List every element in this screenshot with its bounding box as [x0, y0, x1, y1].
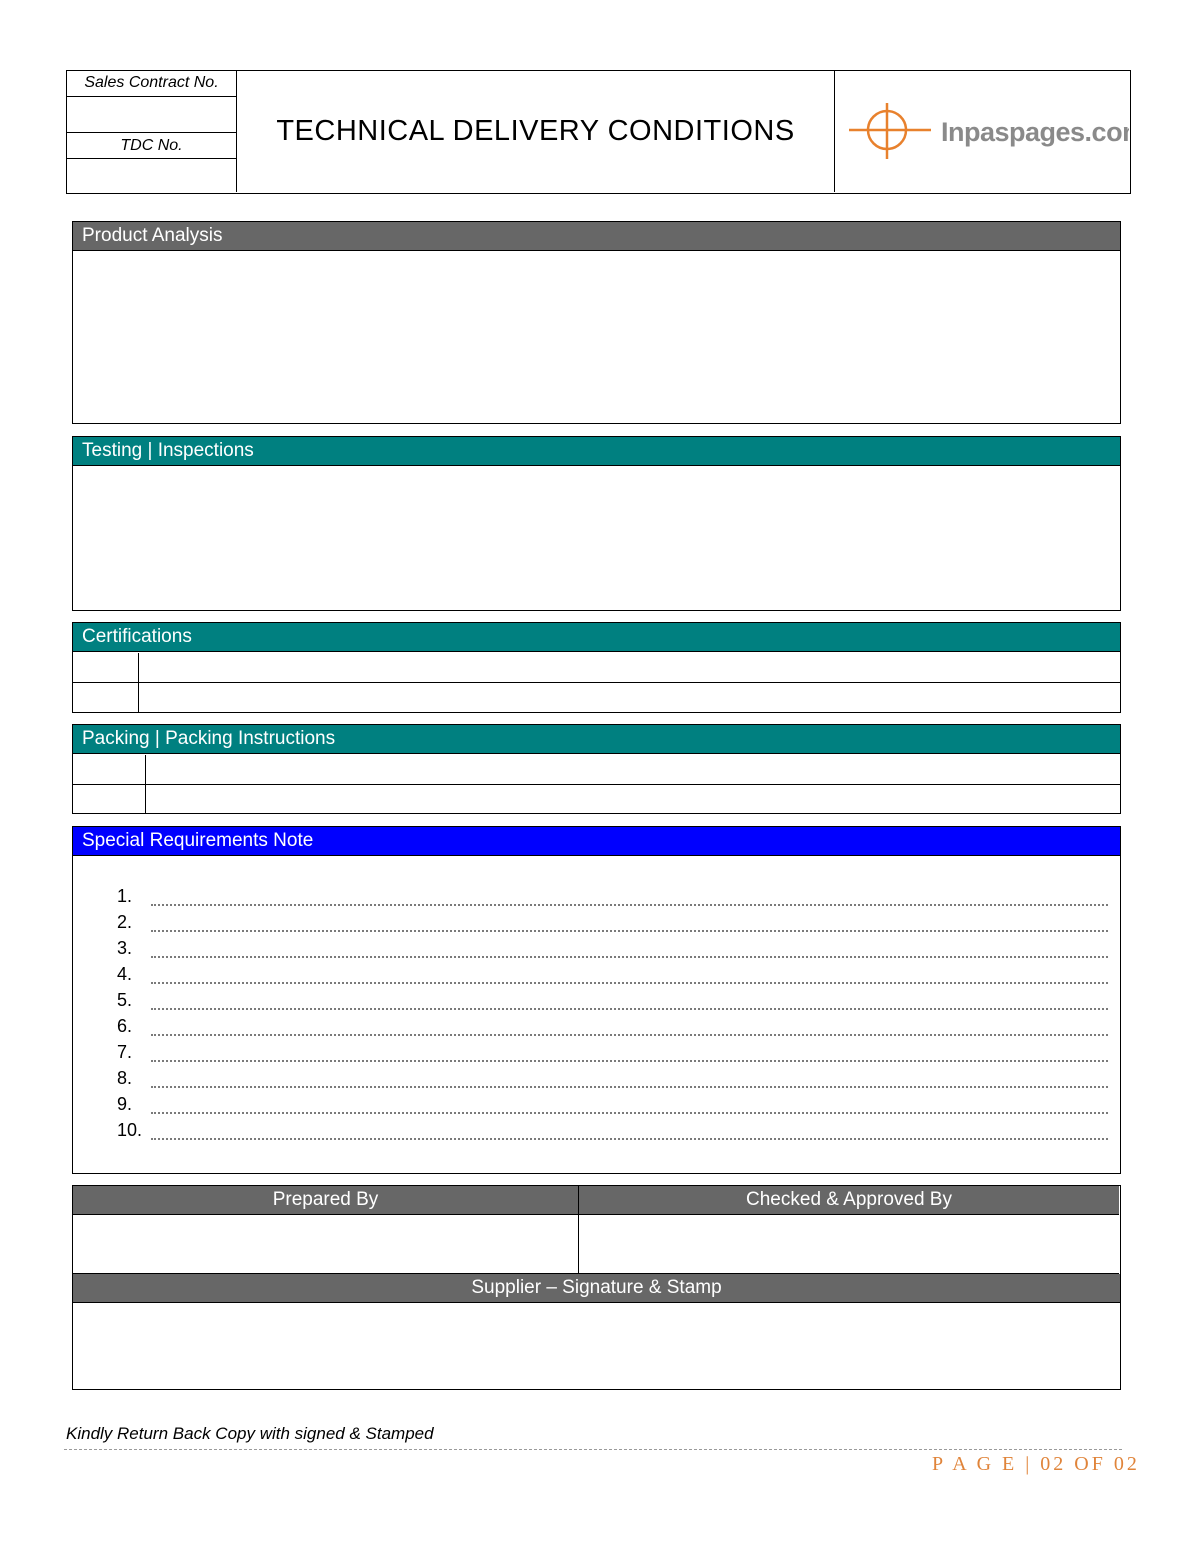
packing-section — [72, 724, 1121, 814]
supplier-signature-header: Supplier – Signature & Stamp — [73, 1274, 1120, 1303]
list-item-number: 7. — [117, 1042, 133, 1062]
tdc-field[interactable] — [67, 159, 236, 192]
list-item-number: 8. — [117, 1068, 133, 1088]
document-title: TECHNICAL DELIVERY CONDITIONS — [237, 71, 835, 192]
testing-section — [72, 436, 1121, 611]
list-item-fill-line[interactable] — [151, 1112, 1108, 1114]
certifications-header: Certifications — [73, 623, 1120, 652]
crosshair-logo-icon — [835, 71, 1129, 192]
certification-row[interactable] — [73, 683, 1120, 712]
list-item-fill-line[interactable] — [151, 1060, 1108, 1062]
list-item-fill-line[interactable] — [151, 904, 1108, 906]
prepared-by-header: Prepared By — [73, 1186, 579, 1215]
testing-header: Testing | Inspections — [73, 437, 1120, 466]
row-divider — [138, 683, 139, 712]
row-divider — [145, 755, 146, 784]
list-item-fill-line[interactable] — [151, 982, 1108, 984]
list-item-number: 3. — [117, 938, 133, 958]
list-item-fill-line[interactable] — [151, 1034, 1108, 1036]
row-divider — [138, 653, 139, 682]
footer-divider — [64, 1449, 1122, 1450]
sales-contract-field[interactable] — [67, 97, 236, 133]
packing-header: Packing | Packing Instructions — [73, 725, 1120, 754]
certifications-section — [72, 622, 1121, 713]
sales-contract-label: Sales Contract No. — [67, 71, 236, 97]
list-item-number: 10. — [117, 1120, 143, 1140]
product-analysis-header: Product Analysis — [73, 222, 1120, 251]
footer-note: Kindly Return Back Copy with signed & Stamped — [66, 1424, 434, 1443]
supplier-signature-field[interactable] — [73, 1303, 1120, 1388]
product-analysis-section — [72, 221, 1121, 424]
list-item-fill-line[interactable] — [151, 1086, 1108, 1088]
company-logo — [835, 71, 1129, 192]
tdc-label: TDC No. — [67, 133, 236, 159]
certification-row[interactable] — [73, 653, 1120, 683]
testing-body[interactable] — [73, 466, 1120, 609]
list-item-fill-line[interactable] — [151, 1138, 1108, 1140]
list-item-number: 4. — [117, 964, 133, 984]
list-item-fill-line[interactable] — [151, 930, 1108, 932]
packing-row[interactable] — [73, 785, 1120, 813]
prepared-by-field[interactable] — [73, 1215, 579, 1274]
special-requirements-header: Special Requirements Note — [73, 827, 1120, 856]
checked-by-field[interactable] — [579, 1215, 1119, 1274]
list-item-number: 9. — [117, 1094, 133, 1114]
document-header — [66, 70, 1131, 194]
row-divider — [145, 785, 146, 813]
signatures-section — [72, 1185, 1121, 1390]
packing-row[interactable] — [73, 755, 1120, 785]
list-item-fill-line[interactable] — [151, 956, 1108, 958]
list-item-number: 6. — [117, 1016, 133, 1036]
list-item-number: 5. — [117, 990, 133, 1010]
logo-text: Inpaspages.com — [941, 117, 1129, 147]
header-id-block — [67, 71, 237, 192]
checked-by-header: Checked & Approved By — [579, 1186, 1119, 1215]
page-number: P A G E | 02 OF 02 — [932, 1453, 1140, 1475]
list-item-fill-line[interactable] — [151, 1008, 1108, 1010]
list-item-number: 2. — [117, 912, 133, 932]
product-analysis-body[interactable] — [73, 251, 1120, 422]
list-item-number: 1. — [117, 886, 133, 906]
special-requirements-section — [72, 826, 1121, 1174]
